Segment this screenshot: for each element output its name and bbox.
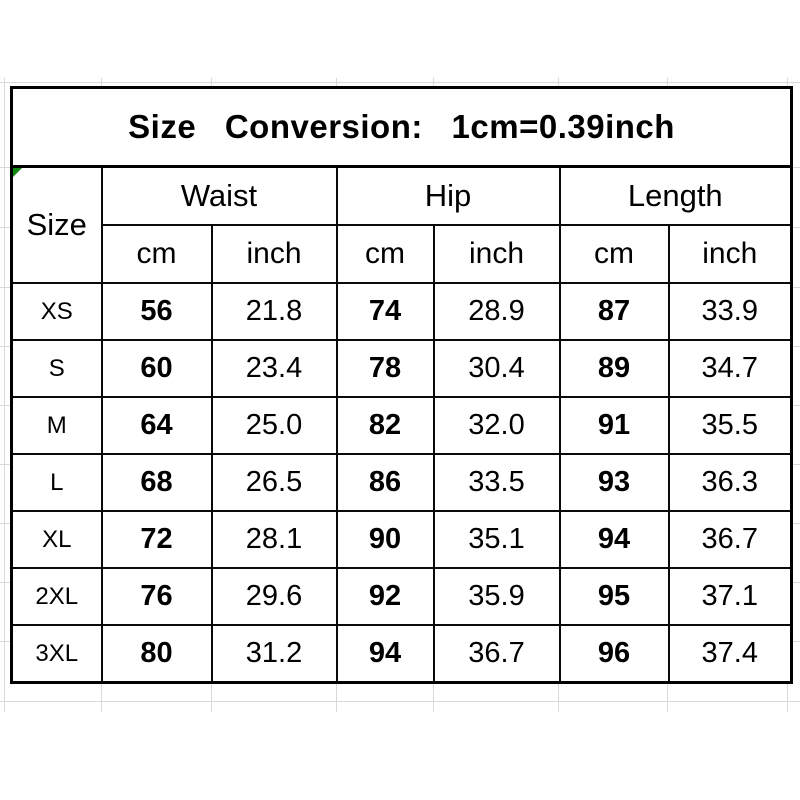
hip-inch-cell: 28.9 <box>434 283 560 340</box>
unit-header-cm: cm <box>102 225 212 283</box>
waist-cm-cell: 56 <box>102 283 212 340</box>
length-inch-cell: 35.5 <box>669 397 792 454</box>
size-label-cell: L <box>12 454 102 511</box>
length-cm-cell: 89 <box>560 340 669 397</box>
gridline-vertical <box>4 78 5 712</box>
unit-header-inch: inch <box>212 225 337 283</box>
unit-header-inch: inch <box>434 225 560 283</box>
group-header-row <box>12 167 792 226</box>
size-column-header <box>12 167 102 284</box>
hip-cm-cell: 86 <box>337 454 434 511</box>
table-row-xs <box>12 283 792 340</box>
group-header-hip: Hip <box>337 167 560 226</box>
length-cm-cell: 95 <box>560 568 669 625</box>
table-row-3xl <box>12 625 792 683</box>
size-column-header-label: Size <box>26 207 87 242</box>
hip-inch-cell: 36.7 <box>434 625 560 683</box>
unit-header-cm: cm <box>337 225 434 283</box>
hip-cm-cell: 82 <box>337 397 434 454</box>
waist-cm-cell: 64 <box>102 397 212 454</box>
size-label-cell: S <box>12 340 102 397</box>
length-cm-cell: 91 <box>560 397 669 454</box>
hip-cm-cell: 74 <box>337 283 434 340</box>
waist-inch-cell: 26.5 <box>212 454 337 511</box>
hip-cm-cell: 90 <box>337 511 434 568</box>
waist-cm-cell: 80 <box>102 625 212 683</box>
gridline-horizontal <box>0 82 800 83</box>
length-cm-cell: 93 <box>560 454 669 511</box>
size-label-cell: XL <box>12 511 102 568</box>
length-inch-cell: 34.7 <box>669 340 792 397</box>
unit-header-inch: inch <box>669 225 792 283</box>
table-row-2xl <box>12 568 792 625</box>
length-inch-cell: 33.9 <box>669 283 792 340</box>
table-row-s <box>12 340 792 397</box>
waist-inch-cell: 31.2 <box>212 625 337 683</box>
unit-header-cm: cm <box>560 225 669 283</box>
size-label-cell: XS <box>12 283 102 340</box>
hip-inch-cell: 32.0 <box>434 397 560 454</box>
size-label-cell: 2XL <box>12 568 102 625</box>
waist-inch-cell: 28.1 <box>212 511 337 568</box>
table-title-row <box>12 88 792 167</box>
hip-inch-cell: 33.5 <box>434 454 560 511</box>
gridline-horizontal <box>0 701 800 702</box>
table-title: Size Conversion: 1cm=0.39inch <box>12 88 792 167</box>
waist-inch-cell: 25.0 <box>212 397 337 454</box>
length-inch-cell: 36.3 <box>669 454 792 511</box>
size-label-cell: M <box>12 397 102 454</box>
length-inch-cell: 36.7 <box>669 511 792 568</box>
waist-cm-cell: 68 <box>102 454 212 511</box>
waist-inch-cell: 21.8 <box>212 283 337 340</box>
table-row-xl <box>12 511 792 568</box>
size-conversion-table <box>10 86 793 684</box>
waist-inch-cell: 29.6 <box>212 568 337 625</box>
waist-cm-cell: 72 <box>102 511 212 568</box>
excel-error-indicator-icon <box>13 168 22 177</box>
size-conversion-table-wrap <box>10 86 793 684</box>
table-row-m <box>12 397 792 454</box>
length-inch-cell: 37.1 <box>669 568 792 625</box>
hip-inch-cell: 35.9 <box>434 568 560 625</box>
unit-header-row <box>12 225 792 283</box>
group-header-length: Length <box>560 167 792 226</box>
size-label-cell: 3XL <box>12 625 102 683</box>
waist-inch-cell: 23.4 <box>212 340 337 397</box>
length-inch-cell: 37.4 <box>669 625 792 683</box>
group-header-waist: Waist <box>102 167 337 226</box>
hip-cm-cell: 78 <box>337 340 434 397</box>
hip-cm-cell: 92 <box>337 568 434 625</box>
length-cm-cell: 94 <box>560 511 669 568</box>
length-cm-cell: 96 <box>560 625 669 683</box>
table-row-l <box>12 454 792 511</box>
length-cm-cell: 87 <box>560 283 669 340</box>
waist-cm-cell: 76 <box>102 568 212 625</box>
hip-inch-cell: 30.4 <box>434 340 560 397</box>
hip-cm-cell: 94 <box>337 625 434 683</box>
hip-inch-cell: 35.1 <box>434 511 560 568</box>
waist-cm-cell: 60 <box>102 340 212 397</box>
